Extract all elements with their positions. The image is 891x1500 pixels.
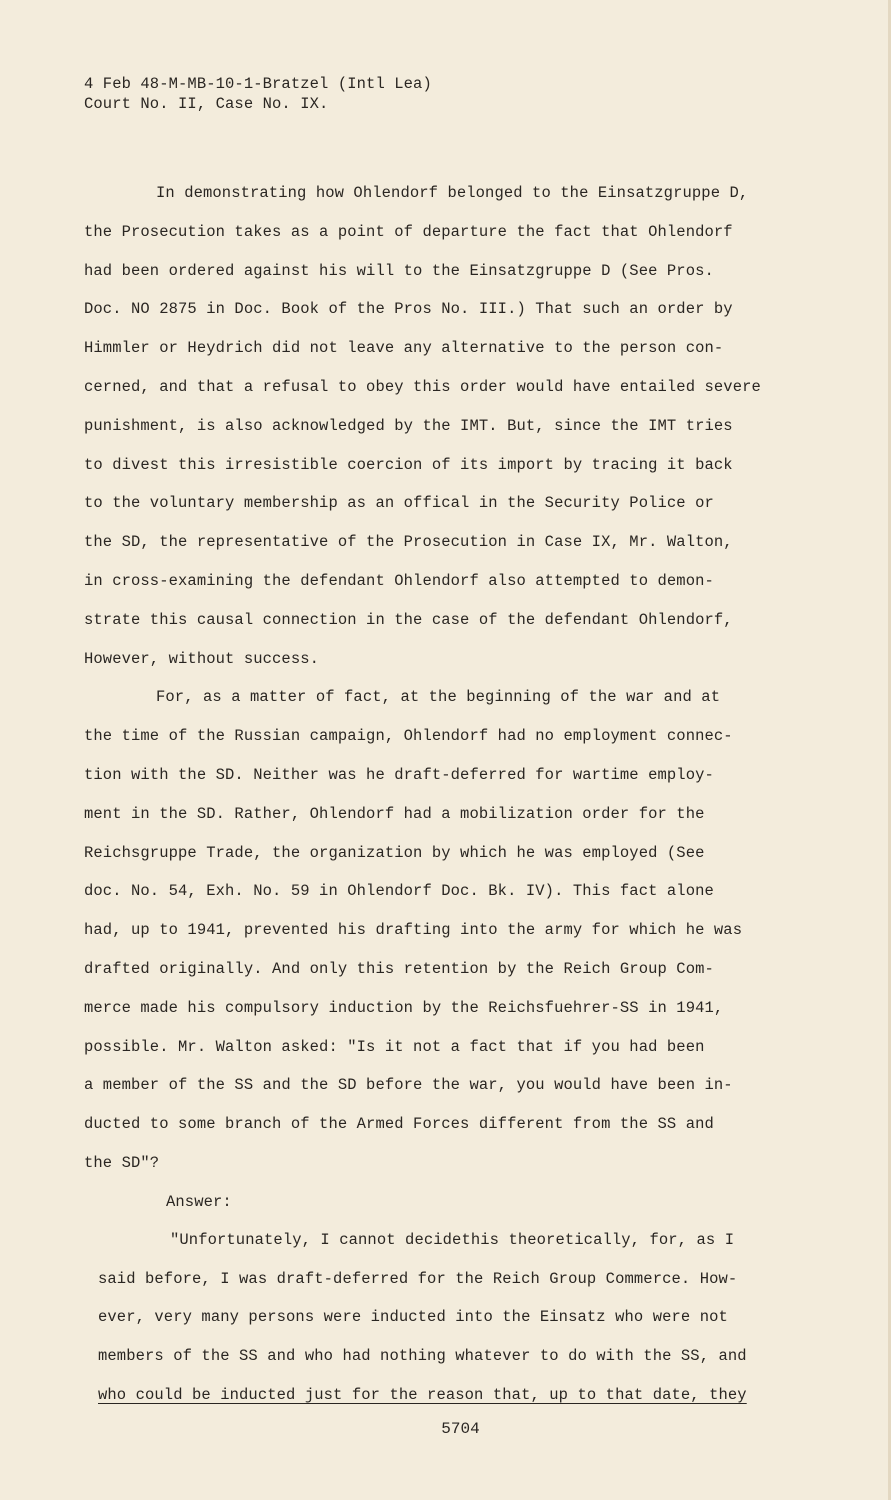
text-line: the SD"? [84,1153,160,1172]
text-line: a member of the SS and the SD before the war, you would have been in- [84,1076,733,1095]
text-line: tion with the SD. Neither was he draft-deferred for wartime employ- [84,765,714,784]
text-line: ment in the SD. Rather, Ohlendorf had a mobilization order for the [84,804,705,823]
text-line: Doc. NO 2875 in Doc. Book of the Pros No. III.) That such an order by [84,300,733,319]
quoted-answer [84,1221,804,1415]
header-line-date-reference: 4 Feb 48-M-MB-10-1-Bratzel (Intl Lea) [84,75,432,93]
text-line: possible. Mr. Walton asked: "Is it not a fact that if you had been [84,1037,705,1056]
text-line: strate this causal connection in the case of the defendant Ohlendorf, [84,610,733,629]
paragraph-1 [84,174,804,678]
document-body [84,74,804,1415]
answer-label: Answer: [166,1192,232,1211]
underlined-text: who could be inducted just for the reason that, up to that date, they [98,1385,747,1404]
text-line: to the voluntary membership as an offical in the Security Police or [84,494,714,513]
text-line: the SD, the representative of the Prosecution in Case IX, Mr. Walton, [84,533,733,552]
text-line: "Unfortunately, I cannot decidethis theoretically, for, as I [170,1230,735,1249]
text-line: had, up to 1941, prevented his drafting into the army for which he was [84,921,743,940]
text-line: had been ordered against his will to the Einsatzgruppe D (See Pros. [84,261,714,280]
text-line: cerned, and that a refusal to obey this order would have entailed severe [84,377,761,396]
text-line: to divest this irresistible coercion of its import by tracing it back [84,455,733,474]
header-line-court-case: Court No. II, Case No. IX. [84,95,329,113]
text-line: However, without success. [84,649,320,668]
text-line-underlined [84,1376,804,1415]
text-line: In demonstrating how Ohlendorf belonged to the Einsatzgruppe D, [156,184,749,202]
page-number: 5704 [441,1420,480,1438]
text-line: punishment, is also acknowledged by the IMT. But, since the IMT tries [84,416,733,435]
text-line: in cross-examining the defendant Ohlendorf also attempted to demon- [84,571,714,590]
text-line: drafted originally. And only this retention by the Reich Group Com- [84,959,714,978]
text-line: members of the SS and who had nothing whatever to do with the SS, and [98,1347,747,1366]
text-line: the time of the Russian campaign, Ohlendorf had no employment connec- [84,727,733,746]
paragraph-2 [84,678,804,1182]
document-header [84,74,804,114]
text-line: doc. No. 54, Exh. No. 59 in Ohlendorf Doc. Bk. IV). This fact alone [84,882,714,901]
text-line: the Prosecution takes as a point of departure the fact that Ohlendorf [84,222,733,241]
text-line: Reichsgruppe Trade, the organization by which he was employed (See [84,843,705,862]
text-line: For, as a matter of fact, at the beginning of the war and at [156,688,721,707]
text-line: merce made his compulsory induction by the Reichsfuehrer-SS in 1941, [84,998,724,1017]
text-line: Himmler or Heydrich did not leave any alternative to the person con- [84,339,724,358]
text-line: ducted to some branch of the Armed Forces different from the SS and [84,1115,714,1134]
text-line: said before, I was draft-deferred for the Reich Group Commerce. How- [98,1269,738,1288]
text-line: ever, very many persons were inducted into the Einsatz who were not [98,1308,728,1327]
